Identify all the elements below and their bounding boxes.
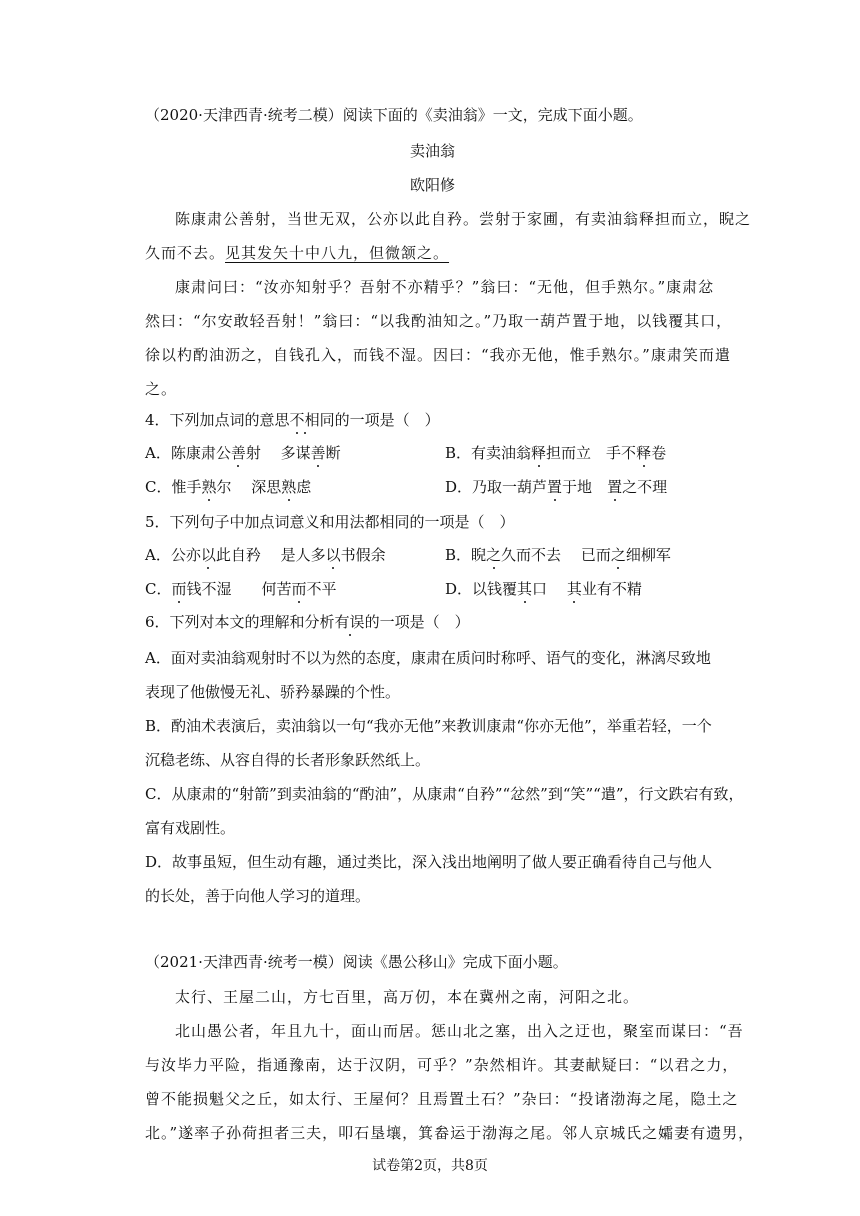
q4-stem-part: 4．下列加点词的意思: [145, 411, 290, 429]
dotted-word: 之: [486, 546, 502, 564]
passage-1-para-2-line-1: 康肃问曰：“汝亦知射乎？吾射不亦精乎？”翁曰：“无他，但手熟尔。”康肃忿: [175, 278, 715, 296]
dotted-word: 而: [171, 580, 187, 598]
text: 钱不湿 何苦: [186, 580, 292, 598]
text: D．以钱覆: [445, 580, 518, 598]
text: 此自矜 是人多: [215, 546, 326, 564]
text: 口: [532, 580, 567, 598]
text: 于地: [562, 478, 608, 496]
text: C．: [145, 580, 172, 598]
dotted-word: 有误: [334, 613, 365, 631]
dotted-word: 释: [531, 444, 547, 462]
dotted-word: 熟: [281, 478, 297, 496]
q6-option-d-line-2: 的长处，善于向他人学习的道理。: [145, 887, 371, 905]
dotted-word: 善: [230, 444, 246, 462]
passage-2-para-2-line-2: 与汝毕力平险，指通豫南，达于汉阴，可乎？”杂然相许。其妻献疑曰：“以君之力，: [145, 1056, 739, 1074]
passage-2-para-2-line-1: 北山愚公者，年且九十，面山而居。惩山北之塞，出入之迂也，聚室而谋曰：“吾: [175, 1022, 744, 1040]
question-4-stem: [145, 410, 440, 430]
q4-stem-dotted: 不: [289, 411, 305, 429]
question-5-options-row-1: [145, 545, 671, 565]
q6-option-d-line-1: D．故事虽短，但生动有趣，通过类比，深入浅出地阐明了做人要正确看待自己与他人: [145, 853, 713, 871]
passage-1-header: （2020·天津西青·统考二模）阅读下面的《卖油翁》一文，完成下面小题。: [145, 106, 643, 124]
text: 断: [325, 444, 341, 462]
passage-1-para-2-line-4: 之。: [145, 380, 178, 398]
q4-option-b: [445, 443, 666, 463]
text: 6．下列对本文的理解和分析: [145, 613, 335, 631]
question-4-options-row-1: [145, 443, 667, 463]
q6-option-c-line-1: C．从康肃的“射箭”到卖油翁的“酌油”，从康肃“自矜”“忿然”到“笑”“遣”，行文跌宕有致，: [145, 785, 744, 803]
q5-option-c: [145, 580, 337, 598]
question-4-options-row-2: [145, 477, 668, 497]
text: 久而不去 已而: [501, 546, 611, 564]
text: 虑: [296, 478, 312, 496]
text: 射 多谋: [245, 444, 311, 462]
text: 的一项是（ ）: [364, 613, 470, 631]
q6-option-c-line-2: 富有戏剧性。: [145, 819, 236, 837]
text: B．睨: [445, 546, 487, 564]
q6-option-a-line-2: 表现了他傲慢无礼、骄矜暴躁的个性。: [145, 683, 401, 701]
dotted-word: 而: [291, 580, 307, 598]
question-5-stem: 5．下列句子中加点词意义和用法都相同的一项是（ ）: [145, 513, 515, 531]
para-1-line-2-text: 久而不去。: [145, 244, 226, 262]
dotted-word: 其: [566, 580, 582, 598]
q6-option-a-line-1: A．面对卖油翁观射时不以为然的态度，康肃在质问时称呼、语气的变化，淋漓尽致地: [145, 649, 711, 667]
dotted-word: 善: [310, 444, 326, 462]
passage-1-para-1-line-1: 陈康肃公善射，当世无双，公亦以此自矜。尝射于家圃，有卖油翁释担而立，睨之: [175, 210, 752, 228]
dotted-word: 其: [517, 580, 533, 598]
text: 细柳军: [625, 546, 671, 564]
q5-option-a: [145, 546, 386, 564]
q4-stem-part: 相同的一项是（ ）: [304, 411, 440, 429]
text: 担而立 手不: [546, 444, 637, 462]
dotted-word: 熟: [201, 478, 217, 496]
underlined-sentence: 见其发矢十中八九，但微颔之。: [225, 244, 450, 262]
passage-2-para-1: 太行、王屋二山，方七百里，高万仞，本在冀州之南，河阳之北。: [175, 988, 640, 1006]
dotted-word: 释: [636, 444, 652, 462]
passage-1-para-2-line-2: 然曰：“尔安敢轻吾射！”翁曰：“以我酌油知之。”乃取一葫芦置于地，以钱覆其口，: [145, 312, 733, 330]
text: 卷: [651, 444, 667, 462]
q5-option-d: [445, 579, 642, 599]
page-footer: 试卷第2页，共8页: [372, 1158, 488, 1174]
passage-1-title: 卖油翁: [409, 142, 455, 160]
text: 不平: [306, 580, 337, 598]
dotted-word: 之: [610, 546, 626, 564]
text: 书假余: [340, 546, 386, 564]
dotted-word: 置: [547, 478, 563, 496]
q4-option-c: [145, 478, 311, 496]
text: A．公亦: [145, 546, 201, 564]
passage-2-header: （2021·天津西青·统考一模）阅读《愚公移山》完成下面小题。: [145, 953, 568, 971]
passage-2-para-2-line-4: 北。”遂率子孙荷担者三夫，叩石垦壤，箕畚运于渤海之尾。邻人京城氏之孀妻有遗男，: [145, 1124, 755, 1142]
question-6-stem: [145, 612, 470, 632]
text: C．惟手: [145, 478, 202, 496]
text: A．陈康肃公: [145, 444, 231, 462]
passage-1-author: 欧阳修: [409, 176, 455, 194]
text: 之不理: [622, 478, 668, 496]
text: 尔 深思: [216, 478, 282, 496]
q4-option-a: [145, 444, 341, 462]
q4-option-d: [445, 477, 667, 497]
q5-option-b: [445, 545, 671, 565]
text: D．乃取一葫芦: [445, 478, 548, 496]
text: 业有不精: [581, 580, 642, 598]
dotted-word: 置: [607, 478, 623, 496]
dotted-word: 以: [200, 546, 216, 564]
q6-option-b-line-1: B．酌油术表演后，卖油翁以一句“我亦无他”来教训康肃“你亦无他”，举重若轻，一个: [145, 717, 712, 735]
q6-option-b-line-2: 沉稳老练、从容自得的长者形象跃然纸上。: [145, 751, 431, 769]
passage-1-para-1-line-2: [145, 243, 449, 263]
passage-1-para-2-line-3: 徐以杓酌油沥之，自钱孔入，而钱不湿。因曰：“我亦无他，惟手熟尔。”康肃笑而遣: [145, 346, 731, 364]
dotted-word: 以: [325, 546, 341, 564]
passage-2-para-2-line-3: 曾不能损魁父之丘，如太行、王屋何？且焉置土石？”杂曰：“投诸渤海之尾，隐土之: [145, 1090, 739, 1108]
text: B．有卖油翁: [445, 444, 532, 462]
question-5-options-row-2: [145, 579, 642, 599]
